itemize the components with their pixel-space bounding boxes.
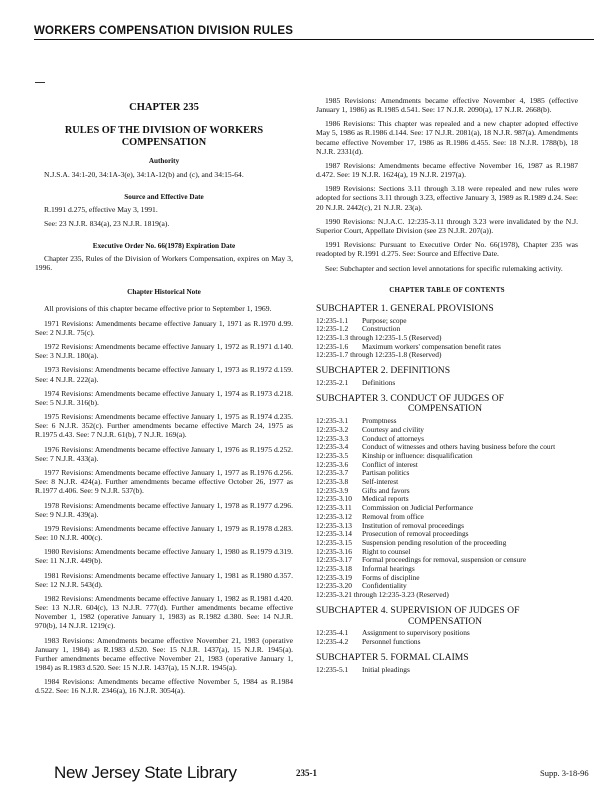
section-title: Promptness xyxy=(362,416,397,426)
toc-entry xyxy=(316,379,578,388)
subchapter-title xyxy=(316,366,578,377)
toc-heading: CHAPTER TABLE OF CONTENTS xyxy=(389,285,505,294)
section-title: Conflict of interest xyxy=(362,459,418,469)
section-title: Initial pleadings xyxy=(362,664,410,674)
history-paragraph: 1979 Revisions: Amendments became effective January 1, 1979 as R.1978 d.283. See: 10 N.J.R. 400(c). xyxy=(35,523,293,542)
history-paragraph: 1974 Revisions: Amendments became effective January 1, 1974 as R.1973 d.218. See: 5 N.J.R. 316(b). xyxy=(35,388,293,407)
revision-paragraph: 1985 Revisions: Amendments became effective November 4, 1985 (effective January 1, 1986) as R.1985 d.541. See: 17 N.J.R. 2090(a), 17 N.J.R. 2668(b). xyxy=(316,96,578,115)
revision-paragraph: 1989 Revisions: Sections 3.11 through 3.18 were repealed and new rules were adopted for sections 3.11 through 3.23, effective January 3, 1989 as R.1989 d.24. See: 20 N.J.R. 2442(c), 21 N.J.R. 23(a). xyxy=(316,184,578,212)
executive-order-heading: Executive Order No. 66(1978) Expiration Date xyxy=(92,242,236,251)
section-title: Confidentiality xyxy=(362,581,407,591)
history-paragraph: 1977 Revisions: Amendments became effective January 1, 1977 as R.1976 d.256. See: 8 N.J.R. 424(a). Further amendments became effective October 26, 1977 as R.1977 d.406. See: 9 N.J.R. 537(b). xyxy=(35,468,293,496)
subchapter-title-line: SUBCHAPTER 4. SUPERVISION OF JUDGES OF xyxy=(316,604,520,616)
section-title: Informal hearings xyxy=(362,564,415,574)
subchapter-title-line: SUBCHAPTER 1. GENERAL PROVISIONS xyxy=(316,302,494,314)
source-line-1: R.1991 d.275, effective May 3, 1991. xyxy=(44,204,158,214)
supplement-date: Supp. 3-18-96 xyxy=(540,768,589,778)
section-number: 12:235-1.1 xyxy=(316,315,349,325)
section-title: Courtesy and civility xyxy=(362,424,424,434)
history-paragraph: 1980 Revisions: Amendments became effective January 1, 1980 as R.1979 d.319. See: 11 N.J.R. 449(b). xyxy=(35,547,293,566)
section-number: 12:235-4.1 xyxy=(316,628,349,638)
section-title: Kinship or influence: disqualification xyxy=(362,450,473,460)
section-title: Gifts and favors xyxy=(362,485,410,495)
history-paragraph: 1983 Revisions: Amendments became effective November 21, 1983 (operative January 1, 1984) as R.1983 d.520. See: 15 N.J.R. 1437(a), 15 N.J.R. 1945(a). Further amendments became effective November 21, 1983 (operative January 1, 1984) as R.1983 d.520. See: 15 N.J.R. 1437(a), 15 N.J.R. 1945(a). xyxy=(35,635,293,672)
section-number: 12:235-3.19 xyxy=(316,572,352,582)
section-title: Medical reports xyxy=(362,494,409,504)
executive-order-text: Chapter 235, Rules of the Division of Workers Compensation, expires on May 3, 1996. xyxy=(35,254,293,273)
section-number: 12:235-3.10 xyxy=(316,494,352,504)
chapter-number: CHAPTER 235 xyxy=(129,102,199,113)
section-number: 12:235-3.16 xyxy=(316,546,352,556)
revision-paragraph: See: Subchapter and section level annotations for specific rulemaking activity. xyxy=(325,263,563,273)
toc-entry xyxy=(316,556,578,565)
section-number: 12:235-1.6 xyxy=(316,341,349,351)
section-title: Forms of discipline xyxy=(362,572,420,582)
history-paragraph: 1973 Revisions: Amendments became effective January 1, 1973 as R.1972 d.159. See: 4 N.J.R. 222(a). xyxy=(35,365,293,384)
section-number: 12:235-3.5 xyxy=(316,450,349,460)
toc-entry xyxy=(316,565,578,574)
chapter-title-line-1: RULES OF THE DIVISION OF WORKERS xyxy=(64,125,264,136)
history-notes xyxy=(35,304,293,695)
section-number: 12:235-3.17 xyxy=(316,555,352,565)
toc-entry xyxy=(316,452,578,461)
section-title: Definitions xyxy=(362,377,396,387)
section-title: Assignment to supervisory positions xyxy=(362,628,470,638)
section-number: 12:235-3.18 xyxy=(316,564,352,574)
subchapter-title-line: SUBCHAPTER 3. CONDUCT OF JUDGES OF xyxy=(316,392,505,404)
section-title: 12:235-1.3 through 12:235-1.5 (Reserved) xyxy=(316,332,442,342)
history-paragraph: 1984 Revisions: Amendments became effective November 5, 1984 as R.1984 d.522. See: 16 N.J.R. 2346(a), 16 N.J.R. 3054(a). xyxy=(35,677,293,696)
toc-entry xyxy=(316,539,578,548)
authority-heading: Authority xyxy=(148,157,180,166)
subchapter-title xyxy=(316,304,578,315)
toc-entry xyxy=(316,426,578,435)
subchapter-title xyxy=(316,606,578,628)
authority-text: N.J.S.A. 34:1-20, 34:1A-3(e), 34:1A-12(b) and (c), and 34:15-64. xyxy=(44,169,244,179)
section-title: Personnel functions xyxy=(362,637,421,647)
toc-entry xyxy=(316,504,578,513)
margin-mark xyxy=(35,82,45,83)
history-heading: Chapter Historical Note xyxy=(127,288,201,297)
toc-entry xyxy=(316,487,578,496)
section-number: 12:235-3.11 xyxy=(316,503,352,513)
table-of-contents xyxy=(316,304,578,675)
section-number: 12:235-3.8 xyxy=(316,477,349,487)
revision-paragraph: 1987 Revisions: Amendments became effective November 16, 1987 as R.1987 d.472. See: 19 N.J.R. 1624(a), 19 N.J.R. 2197(a). xyxy=(316,160,578,180)
section-title: Prosecution of removal proceedings xyxy=(362,529,469,539)
running-header: WORKERS COMPENSATION DIVISION RULES xyxy=(34,25,594,40)
section-number: 12:235-3.13 xyxy=(316,520,352,530)
chapter-title xyxy=(35,125,293,149)
section-title: Conduct of attorneys xyxy=(362,433,424,443)
page-number: 235-1 xyxy=(296,768,317,778)
history-paragraph: All provisions of this chapter became effective prior to September 1, 1969. xyxy=(44,304,272,314)
library-stamp: New Jersey State Library xyxy=(54,763,237,782)
chapter-title-line-2: COMPENSATION xyxy=(121,137,207,149)
section-title: 12:235-1.7 through 12:235-1.8 (Reserved) xyxy=(316,350,442,360)
toc-entry xyxy=(316,478,578,487)
section-number: 12:235-2.1 xyxy=(316,377,349,387)
section-title: Institution of removal proceedings xyxy=(362,520,465,530)
section-title: 12:235-3.21 through 12:235-3.23 (Reserved) xyxy=(316,590,449,600)
section-title: Right to counsel xyxy=(362,546,411,556)
revision-paragraph: 1991 Revisions: Pursuant to Executive Order No. 66(1978), Chapter 235 was readopted by R.1991 d.275. See: Source and Effective Date. xyxy=(316,240,578,259)
history-paragraph: 1982 Revisions: Amendments became effective January 1, 1982 as R.1981 d.420. See: 13 N.J.R. 604(c), 13 N.J.R. 777(d). Further amendments became effective November 1, 1982 (operative January 1, 1983) as R.1982 d.380. See: 14 N.J.R. 970(b), 14 N.J.R. 1219(c). xyxy=(35,594,293,631)
right-column xyxy=(316,96,578,674)
section-title: Partisan politics xyxy=(362,468,410,478)
section-title: Formal proceedings for removal, suspension or censure xyxy=(362,555,526,565)
section-number: 12:235-3.14 xyxy=(316,529,352,539)
section-title: Suspension pending resolution of the proceeding xyxy=(362,537,507,547)
section-number: 12:235-3.3 xyxy=(316,433,349,443)
section-number: 12:235-3.6 xyxy=(316,459,349,469)
section-number: 12:235-3.2 xyxy=(316,424,349,434)
toc-entry xyxy=(316,417,578,426)
toc-entry xyxy=(316,461,578,470)
toc-entry xyxy=(316,317,578,326)
history-paragraph: 1978 Revisions: Amendments became effective January 1, 1978 as R.1977 d.296. See: 9 N.J.R. 439(a). xyxy=(35,500,293,519)
toc-entry xyxy=(316,351,578,360)
section-title: Self-interest xyxy=(362,477,399,487)
subchapter-title xyxy=(316,653,578,664)
section-number: 12:235-3.20 xyxy=(316,581,352,591)
subchapter-title-line: COMPENSATION xyxy=(408,615,483,627)
left-column xyxy=(35,86,293,701)
source-line-2: See: 23 N.J.R. 834(a), 23 N.J.R. 1819(a). xyxy=(44,218,170,228)
history-paragraph: 1981 Revisions: Amendments became effective January 1, 1981 as R.1980 d.357. See: 12 N.J.R. 543(d). xyxy=(35,570,293,589)
section-number: 12:235-5.1 xyxy=(316,664,349,674)
revision-notes xyxy=(316,96,578,273)
history-paragraph: 1975 Revisions: Amendments became effective January 1, 1975 as R.1974 d.235. See: 6 N.J.R. 352(c). Further amendments became effective March 24, 1975 as R.1975 d.43. See: 7 N.J.R. 61(b), 7 N.J.R. 169(a). xyxy=(35,412,293,440)
section-number: 12:235-4.2 xyxy=(316,637,349,647)
section-title: Removal from office xyxy=(362,511,424,521)
revision-paragraph: 1986 Revisions: This chapter was repealed and a new chapter adopted effective May 5, 1986 as R.1986 d.144. See: 17 N.J.R. 2081(a), 18 N.J.R. 987(a). Amendments became effective November 17, 1986 as R.1986 d.455. See: 18 N.J.R. 1788(b), 18 N.J.R. 2331(d). xyxy=(316,119,578,156)
section-title: Commission on Judicial Performance xyxy=(362,503,474,513)
section-number: 12:235-3.7 xyxy=(316,468,349,478)
source-heading: Source and Effective Date xyxy=(124,192,204,201)
subchapter-title-line: SUBCHAPTER 2. DEFINITIONS xyxy=(316,365,451,377)
section-number: 12:235-3.1 xyxy=(316,416,349,426)
subchapter-title-line: COMPENSATION xyxy=(408,403,483,415)
subchapter-title-line: SUBCHAPTER 5. FORMAL CLAIMS xyxy=(316,651,469,663)
history-paragraph: 1976 Revisions: Amendments became effective January 1, 1976 as R.1975 d.252. See: 7 N.J.R. 433(a). xyxy=(35,444,293,463)
section-title: Construction xyxy=(362,324,401,334)
subchapter-title xyxy=(316,394,578,416)
toc-entry xyxy=(316,638,578,647)
history-paragraph: 1972 Revisions: Amendments became effective January 1, 1972 as R.1971 d.140. See: 3 N.J.R. 180(a). xyxy=(35,342,293,361)
toc-entry xyxy=(316,629,578,638)
toc-entry xyxy=(316,666,578,675)
toc-entry xyxy=(316,574,578,583)
toc-entry xyxy=(316,591,578,600)
history-paragraph: 1971 Revisions: Amendments became effective January 1, 1971 as R.1970 d.99. See: 2 N.J.R. 75(c). xyxy=(35,318,293,337)
section-number: 12:235-3.15 xyxy=(316,537,352,547)
section-title: Purpose; scope xyxy=(362,315,407,325)
revision-paragraph: 1990 Revisions: N.J.A.C. 12:235-3.11 through 3.23 were invalidated by the N.J. Superior Court, Appellate Division (see 23 N.J.R. 207(a)). xyxy=(316,216,578,235)
section-number: 12:235-3.4 xyxy=(316,442,349,452)
section-number: 12:235-1.2 xyxy=(316,324,349,334)
section-title: Maximum workers' compensation benefit rates xyxy=(362,341,501,351)
toc-entry xyxy=(316,469,578,478)
section-title: Conduct of witnesses and others having business before the court xyxy=(362,442,556,452)
section-number: 12:235-3.12 xyxy=(316,511,352,521)
section-number: 12:235-3.9 xyxy=(316,485,349,495)
